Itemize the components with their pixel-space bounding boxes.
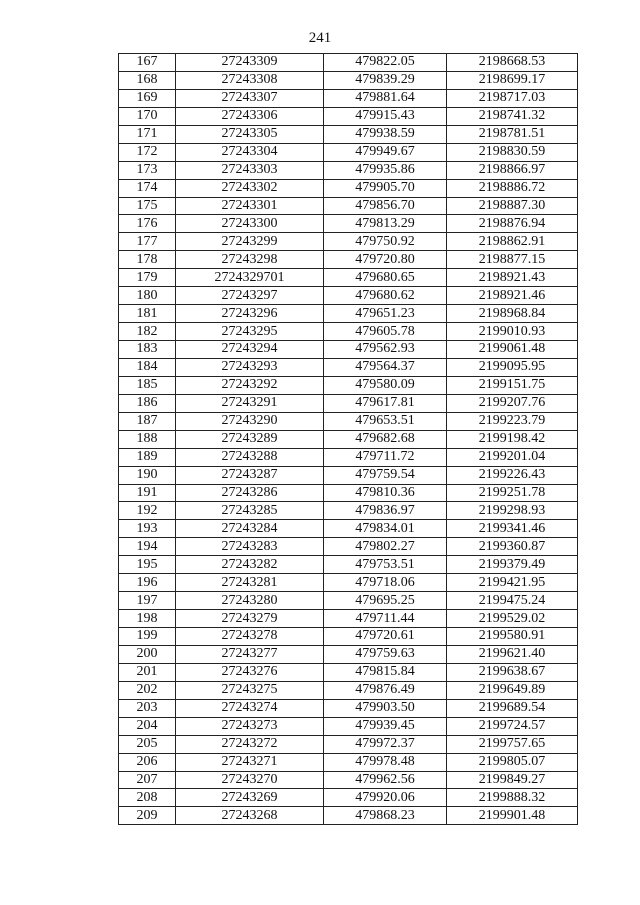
point-id-cell: 27243281 xyxy=(176,574,324,592)
point-id-cell: 27243308 xyxy=(176,71,324,89)
row-index-cell: 168 xyxy=(119,71,176,89)
x-coordinate-cell: 479680.62 xyxy=(324,287,447,305)
row-index-cell: 171 xyxy=(119,125,176,143)
x-coordinate-cell: 479836.97 xyxy=(324,502,447,520)
table-row xyxy=(119,717,578,735)
table-row xyxy=(119,161,578,179)
table-row xyxy=(119,197,578,215)
x-coordinate-cell: 479972.37 xyxy=(324,735,447,753)
y-coordinate-cell: 2199689.54 xyxy=(447,699,578,717)
point-id-cell: 27243271 xyxy=(176,753,324,771)
x-coordinate-cell: 479802.27 xyxy=(324,538,447,556)
point-id-cell: 27243300 xyxy=(176,215,324,233)
y-coordinate-cell: 2199223.79 xyxy=(447,412,578,430)
row-index-cell: 180 xyxy=(119,287,176,305)
point-id-cell: 27243277 xyxy=(176,645,324,663)
table-row xyxy=(119,215,578,233)
row-index-cell: 209 xyxy=(119,807,176,825)
row-index-cell: 173 xyxy=(119,161,176,179)
row-index-cell: 207 xyxy=(119,771,176,789)
y-coordinate-cell: 2198968.84 xyxy=(447,305,578,323)
x-coordinate-cell: 479711.72 xyxy=(324,448,447,466)
table-row xyxy=(119,71,578,89)
point-id-cell: 27243285 xyxy=(176,502,324,520)
x-coordinate-cell: 479759.63 xyxy=(324,645,447,663)
x-coordinate-cell: 479720.80 xyxy=(324,251,447,269)
row-index-cell: 204 xyxy=(119,717,176,735)
table-row xyxy=(119,54,578,72)
y-coordinate-cell: 2199724.57 xyxy=(447,717,578,735)
point-id-cell: 2724329701 xyxy=(176,269,324,287)
point-id-cell: 27243294 xyxy=(176,341,324,359)
x-coordinate-cell: 479562.93 xyxy=(324,341,447,359)
table-row xyxy=(119,789,578,807)
table-row xyxy=(119,358,578,376)
y-coordinate-cell: 2199151.75 xyxy=(447,376,578,394)
row-index-cell: 206 xyxy=(119,753,176,771)
table-row xyxy=(119,323,578,341)
row-index-cell: 193 xyxy=(119,520,176,538)
table-row xyxy=(119,287,578,305)
y-coordinate-cell: 2198668.53 xyxy=(447,54,578,72)
table-row xyxy=(119,645,578,663)
y-coordinate-cell: 2198866.97 xyxy=(447,161,578,179)
y-coordinate-cell: 2199095.95 xyxy=(447,358,578,376)
table-row xyxy=(119,681,578,699)
row-index-cell: 205 xyxy=(119,735,176,753)
y-coordinate-cell: 2199621.40 xyxy=(447,645,578,663)
y-coordinate-cell: 2199805.07 xyxy=(447,753,578,771)
row-index-cell: 184 xyxy=(119,358,176,376)
row-index-cell: 176 xyxy=(119,215,176,233)
table-row xyxy=(119,143,578,161)
table-row xyxy=(119,502,578,520)
point-id-cell: 27243279 xyxy=(176,610,324,628)
point-id-cell: 27243309 xyxy=(176,54,324,72)
y-coordinate-cell: 2199379.49 xyxy=(447,556,578,574)
row-index-cell: 199 xyxy=(119,628,176,646)
point-id-cell: 27243280 xyxy=(176,592,324,610)
table-row xyxy=(119,538,578,556)
row-index-cell: 175 xyxy=(119,197,176,215)
point-id-cell: 27243282 xyxy=(176,556,324,574)
table-row xyxy=(119,807,578,825)
x-coordinate-cell: 479839.29 xyxy=(324,71,447,89)
table-row xyxy=(119,753,578,771)
x-coordinate-cell: 479605.78 xyxy=(324,323,447,341)
row-index-cell: 197 xyxy=(119,592,176,610)
page-number: 241 xyxy=(308,30,332,46)
point-id-cell: 27243274 xyxy=(176,699,324,717)
point-id-cell: 27243289 xyxy=(176,430,324,448)
table-row xyxy=(119,735,578,753)
y-coordinate-cell: 2199638.67 xyxy=(447,663,578,681)
x-coordinate-cell: 479813.29 xyxy=(324,215,447,233)
x-coordinate-cell: 479920.06 xyxy=(324,789,447,807)
x-coordinate-cell: 479876.49 xyxy=(324,681,447,699)
row-index-cell: 172 xyxy=(119,143,176,161)
point-id-cell: 27243296 xyxy=(176,305,324,323)
x-coordinate-cell: 479617.81 xyxy=(324,394,447,412)
x-coordinate-cell: 479962.56 xyxy=(324,771,447,789)
table-row xyxy=(119,663,578,681)
x-coordinate-cell: 479753.51 xyxy=(324,556,447,574)
row-index-cell: 200 xyxy=(119,645,176,663)
point-id-cell: 27243293 xyxy=(176,358,324,376)
point-id-cell: 27243295 xyxy=(176,323,324,341)
table-row xyxy=(119,233,578,251)
point-id-cell: 27243286 xyxy=(176,484,324,502)
y-coordinate-cell: 2199360.87 xyxy=(447,538,578,556)
x-coordinate-cell: 479815.84 xyxy=(324,663,447,681)
row-index-cell: 201 xyxy=(119,663,176,681)
row-index-cell: 188 xyxy=(119,430,176,448)
x-coordinate-cell: 479938.59 xyxy=(324,125,447,143)
point-id-cell: 27243292 xyxy=(176,376,324,394)
y-coordinate-cell: 2199298.93 xyxy=(447,502,578,520)
y-coordinate-cell: 2198921.46 xyxy=(447,287,578,305)
x-coordinate-cell: 479978.48 xyxy=(324,753,447,771)
y-coordinate-cell: 2198717.03 xyxy=(447,89,578,107)
row-index-cell: 170 xyxy=(119,107,176,125)
row-index-cell: 194 xyxy=(119,538,176,556)
y-coordinate-cell: 2199901.48 xyxy=(447,807,578,825)
point-id-cell: 27243303 xyxy=(176,161,324,179)
point-id-cell: 27243302 xyxy=(176,179,324,197)
table-row xyxy=(119,341,578,359)
x-coordinate-cell: 479856.70 xyxy=(324,197,447,215)
x-coordinate-cell: 479680.65 xyxy=(324,269,447,287)
y-coordinate-cell: 2199061.48 xyxy=(447,341,578,359)
point-id-cell: 27243270 xyxy=(176,771,324,789)
y-coordinate-cell: 2198887.30 xyxy=(447,197,578,215)
row-index-cell: 181 xyxy=(119,305,176,323)
table-row xyxy=(119,412,578,430)
row-index-cell: 169 xyxy=(119,89,176,107)
point-id-cell: 27243305 xyxy=(176,125,324,143)
row-index-cell: 202 xyxy=(119,681,176,699)
coordinates-table xyxy=(118,53,578,825)
table-row xyxy=(119,394,578,412)
y-coordinate-cell: 2199888.32 xyxy=(447,789,578,807)
x-coordinate-cell: 479718.06 xyxy=(324,574,447,592)
y-coordinate-cell: 2199201.04 xyxy=(447,448,578,466)
point-id-cell: 27243273 xyxy=(176,717,324,735)
y-coordinate-cell: 2199251.78 xyxy=(447,484,578,502)
point-id-cell: 27243272 xyxy=(176,735,324,753)
point-id-cell: 27243307 xyxy=(176,89,324,107)
table-row xyxy=(119,179,578,197)
point-id-cell: 27243268 xyxy=(176,807,324,825)
table-row xyxy=(119,520,578,538)
x-coordinate-cell: 479915.43 xyxy=(324,107,447,125)
row-index-cell: 191 xyxy=(119,484,176,502)
row-index-cell: 208 xyxy=(119,789,176,807)
point-id-cell: 27243284 xyxy=(176,520,324,538)
point-id-cell: 27243287 xyxy=(176,466,324,484)
row-index-cell: 189 xyxy=(119,448,176,466)
x-coordinate-cell: 479810.36 xyxy=(324,484,447,502)
point-id-cell: 27243301 xyxy=(176,197,324,215)
y-coordinate-cell: 2198741.32 xyxy=(447,107,578,125)
point-id-cell: 27243304 xyxy=(176,143,324,161)
y-coordinate-cell: 2199207.76 xyxy=(447,394,578,412)
row-index-cell: 196 xyxy=(119,574,176,592)
row-index-cell: 167 xyxy=(119,54,176,72)
x-coordinate-cell: 479720.61 xyxy=(324,628,447,646)
table-row xyxy=(119,771,578,789)
coordinates-table-body xyxy=(119,54,578,825)
x-coordinate-cell: 479580.09 xyxy=(324,376,447,394)
point-id-cell: 27243283 xyxy=(176,538,324,556)
y-coordinate-cell: 2198876.94 xyxy=(447,215,578,233)
x-coordinate-cell: 479653.51 xyxy=(324,412,447,430)
x-coordinate-cell: 479695.25 xyxy=(324,592,447,610)
x-coordinate-cell: 479750.92 xyxy=(324,233,447,251)
point-id-cell: 27243291 xyxy=(176,394,324,412)
point-id-cell: 27243275 xyxy=(176,681,324,699)
point-id-cell: 27243306 xyxy=(176,107,324,125)
x-coordinate-cell: 479564.37 xyxy=(324,358,447,376)
row-index-cell: 174 xyxy=(119,179,176,197)
table-row xyxy=(119,628,578,646)
table-row xyxy=(119,556,578,574)
y-coordinate-cell: 2199529.02 xyxy=(447,610,578,628)
point-id-cell: 27243278 xyxy=(176,628,324,646)
y-coordinate-cell: 2199341.46 xyxy=(447,520,578,538)
row-index-cell: 182 xyxy=(119,323,176,341)
y-coordinate-cell: 2199421.95 xyxy=(447,574,578,592)
point-id-cell: 27243290 xyxy=(176,412,324,430)
x-coordinate-cell: 479935.86 xyxy=(324,161,447,179)
y-coordinate-cell: 2199198.42 xyxy=(447,430,578,448)
table-row xyxy=(119,376,578,394)
table-row xyxy=(119,466,578,484)
y-coordinate-cell: 2199649.89 xyxy=(447,681,578,699)
table-row xyxy=(119,125,578,143)
x-coordinate-cell: 479834.01 xyxy=(324,520,447,538)
x-coordinate-cell: 479759.54 xyxy=(324,466,447,484)
point-id-cell: 27243298 xyxy=(176,251,324,269)
x-coordinate-cell: 479939.45 xyxy=(324,717,447,735)
row-index-cell: 203 xyxy=(119,699,176,717)
table-row xyxy=(119,484,578,502)
table-row xyxy=(119,89,578,107)
row-index-cell: 198 xyxy=(119,610,176,628)
x-coordinate-cell: 479682.68 xyxy=(324,430,447,448)
table-row xyxy=(119,305,578,323)
table-row xyxy=(119,251,578,269)
y-coordinate-cell: 2199226.43 xyxy=(447,466,578,484)
row-index-cell: 186 xyxy=(119,394,176,412)
row-index-cell: 190 xyxy=(119,466,176,484)
y-coordinate-cell: 2199757.65 xyxy=(447,735,578,753)
table-row xyxy=(119,269,578,287)
y-coordinate-cell: 2198781.51 xyxy=(447,125,578,143)
row-index-cell: 195 xyxy=(119,556,176,574)
table-row xyxy=(119,107,578,125)
x-coordinate-cell: 479949.67 xyxy=(324,143,447,161)
row-index-cell: 179 xyxy=(119,269,176,287)
y-coordinate-cell: 2199010.93 xyxy=(447,323,578,341)
point-id-cell: 27243297 xyxy=(176,287,324,305)
point-id-cell: 27243276 xyxy=(176,663,324,681)
x-coordinate-cell: 479651.23 xyxy=(324,305,447,323)
y-coordinate-cell: 2198830.59 xyxy=(447,143,578,161)
point-id-cell: 27243288 xyxy=(176,448,324,466)
y-coordinate-cell: 2198921.43 xyxy=(447,269,578,287)
y-coordinate-cell: 2198862.91 xyxy=(447,233,578,251)
x-coordinate-cell: 479903.50 xyxy=(324,699,447,717)
y-coordinate-cell: 2198877.15 xyxy=(447,251,578,269)
row-index-cell: 177 xyxy=(119,233,176,251)
table-row xyxy=(119,574,578,592)
y-coordinate-cell: 2199475.24 xyxy=(447,592,578,610)
y-coordinate-cell: 2199849.27 xyxy=(447,771,578,789)
row-index-cell: 185 xyxy=(119,376,176,394)
x-coordinate-cell: 479822.05 xyxy=(324,54,447,72)
row-index-cell: 183 xyxy=(119,341,176,359)
row-index-cell: 187 xyxy=(119,412,176,430)
y-coordinate-cell: 2199580.91 xyxy=(447,628,578,646)
y-coordinate-cell: 2198699.17 xyxy=(447,71,578,89)
x-coordinate-cell: 479881.64 xyxy=(324,89,447,107)
row-index-cell: 178 xyxy=(119,251,176,269)
x-coordinate-cell: 479711.44 xyxy=(324,610,447,628)
x-coordinate-cell: 479905.70 xyxy=(324,179,447,197)
y-coordinate-cell: 2198886.72 xyxy=(447,179,578,197)
table-row xyxy=(119,610,578,628)
table-row xyxy=(119,699,578,717)
row-index-cell: 192 xyxy=(119,502,176,520)
x-coordinate-cell: 479868.23 xyxy=(324,807,447,825)
table-row xyxy=(119,592,578,610)
point-id-cell: 27243269 xyxy=(176,789,324,807)
table-row xyxy=(119,430,578,448)
point-id-cell: 27243299 xyxy=(176,233,324,251)
table-row xyxy=(119,448,578,466)
